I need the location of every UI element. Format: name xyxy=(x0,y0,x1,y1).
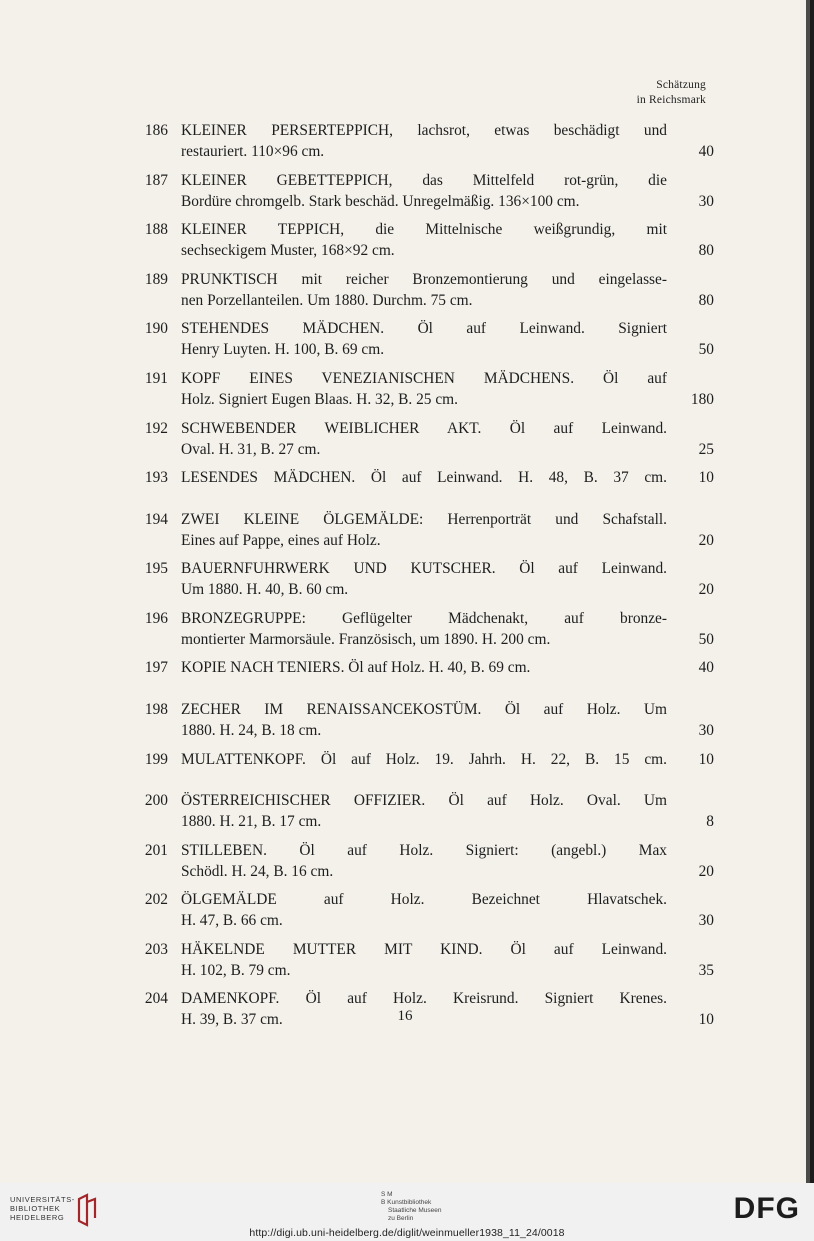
description-line2: Henry Luyten. H. 100, B. 69 cm. xyxy=(181,341,385,359)
smb-line4: zu Berlin xyxy=(388,1215,414,1222)
lot-estimate: 30 xyxy=(698,192,714,210)
lot-estimate: 50 xyxy=(698,341,714,359)
lot-number: 198 xyxy=(144,700,168,718)
ub-line3: HEIDELBERG xyxy=(10,1213,65,1222)
lot-estimate: 20 xyxy=(698,581,714,599)
lot-number: 189 xyxy=(144,270,168,288)
description-line2: Schödl. H. 24, B. 16 cm. xyxy=(181,862,334,880)
catalog-entry xyxy=(0,939,810,989)
lot-description xyxy=(181,790,667,832)
description-line2: sechseckigem Muster, 168×92 cm. xyxy=(181,242,395,260)
description-line1: KLEINER GEBETTEPPICH, das Mittelfeld rot-grün, die xyxy=(181,171,667,189)
catalog-entry xyxy=(0,219,810,269)
catalog-entry xyxy=(0,269,810,319)
lot-number: 194 xyxy=(144,510,168,528)
description-line1: ÖLGEMÄLDE auf Holz. Bezeichnet Hlavatschek. xyxy=(181,891,667,909)
lot-number: 188 xyxy=(144,221,168,239)
ub-heidelberg-logo[interactable] xyxy=(10,1195,75,1222)
price-header-line1: Schätzung xyxy=(656,79,706,91)
lot-estimate: 8 xyxy=(706,813,714,831)
lot-description xyxy=(181,509,667,551)
catalog-entry xyxy=(0,467,810,509)
smb-kunstbibliothek-logo[interactable] xyxy=(381,1191,441,1223)
ub-logo-text xyxy=(10,1195,75,1222)
lot-description xyxy=(181,219,667,261)
description-line1: ZWEI KLEINE ÖLGEMÄLDE: Herrenporträt und Schafstall. xyxy=(181,510,667,528)
description-line2: Holz. Signiert Eugen Blaas. H. 32, B. 25 cm. xyxy=(181,390,458,408)
lot-description xyxy=(181,657,667,678)
description-line2: H. 39, B. 37 cm. xyxy=(181,1011,283,1029)
description-line1: STILLEBEN. Öl auf Holz. Signiert: (angebl.) Max xyxy=(181,841,667,859)
catalog-entry xyxy=(0,558,810,608)
catalog-entries xyxy=(0,120,810,1038)
lot-number: 187 xyxy=(144,171,168,189)
price-column-header xyxy=(637,78,706,108)
catalog-entry xyxy=(0,170,810,220)
description-line1: LESENDES MÄDCHEN. Öl auf Leinwand. H. 48, B. 37 cm. xyxy=(181,469,667,487)
description-line1: KLEINER PERSERTEPPICH, lachsrot, etwas beschädigt und xyxy=(181,122,667,139)
catalog-entry xyxy=(0,657,810,699)
description-line1: STEHENDES MÄDCHEN. Öl auf Leinwand. Signiert xyxy=(181,320,667,338)
permalink-url[interactable]: http://digi.ub.uni-heidelberg.de/diglit/weinmueller1938_11_24/0018 xyxy=(249,1227,565,1239)
lot-estimate: 50 xyxy=(698,630,714,648)
catalog-entry xyxy=(0,418,810,468)
description-line2: nen Porzellanteilen. Um 1880. Durchm. 75 cm. xyxy=(181,291,473,309)
lot-number: 192 xyxy=(144,419,168,437)
description-line2: restauriert. 110×96 cm. xyxy=(181,143,325,160)
page-number: 16 xyxy=(397,1008,413,1024)
lot-number: 191 xyxy=(144,369,168,387)
ub-line2: BIBLIOTHEK xyxy=(10,1204,61,1213)
lot-description xyxy=(181,269,667,311)
description-line2: montierter Marmorsäule. Französisch, um 1890. H. 200 cm. xyxy=(181,630,551,648)
lot-description xyxy=(181,418,667,460)
lot-number: 190 xyxy=(144,320,168,338)
description-line1: ÖSTERREICHISCHER OFFIZIER. Öl auf Holz. Oval. Um xyxy=(181,792,667,810)
lot-estimate: 30 xyxy=(698,912,714,930)
lot-estimate: 20 xyxy=(698,531,714,549)
lot-description xyxy=(181,318,667,360)
lot-number: 197 xyxy=(144,659,168,677)
lot-estimate: 80 xyxy=(698,242,714,260)
lot-estimate: 10 xyxy=(698,469,714,487)
description-line1: HÄKELNDE MUTTER MIT KIND. Öl auf Leinwand. xyxy=(181,940,667,958)
lot-description xyxy=(181,939,667,981)
smb-line2: B Kunstbibliothek xyxy=(381,1199,432,1206)
lot-estimate: 10 xyxy=(698,750,714,768)
description-line1: BRONZEGRUPPE: Geflügelter Mädchenakt, auf bronze- xyxy=(181,609,667,627)
lot-description xyxy=(181,749,667,770)
description-line1: SCHWEBENDER WEIBLICHER AKT. Öl auf Leinwand. xyxy=(181,419,667,437)
lot-description xyxy=(181,120,667,162)
lot-description xyxy=(181,840,667,882)
lot-estimate: 25 xyxy=(698,440,714,458)
lot-estimate: 40 xyxy=(698,659,714,677)
viewer-footer xyxy=(0,1183,814,1241)
lot-estimate: 10 xyxy=(698,1011,714,1029)
description-line2: Um 1880. H. 40, B. 60 cm. xyxy=(181,581,349,599)
lot-estimate: 35 xyxy=(698,961,714,979)
catalog-entry xyxy=(0,840,810,890)
description-line1: KLEINER TEPPICH, die Mittelnische weißgrundig, mit xyxy=(181,221,667,239)
lot-number: 196 xyxy=(144,609,168,627)
description-line2: Bordüre chromgelb. Stark beschäd. Unregelmäßig. 136×100 cm. xyxy=(181,192,580,210)
dfg-logo[interactable]: DFG xyxy=(733,1192,800,1225)
lot-estimate: 80 xyxy=(698,291,714,309)
lot-description xyxy=(181,368,667,410)
lot-number: 193 xyxy=(144,469,168,487)
catalog-entry xyxy=(0,749,810,791)
lot-number: 203 xyxy=(144,940,168,958)
catalog-entry xyxy=(0,699,810,749)
catalog-entry xyxy=(0,368,810,418)
description-line1: KOPF EINES VENEZIANISCHEN MÄDCHENS. Öl auf xyxy=(181,369,667,387)
lot-description xyxy=(181,889,667,931)
lot-number: 201 xyxy=(144,841,168,859)
lot-estimate: 180 xyxy=(690,390,714,408)
description-line2: Eines auf Pappe, eines auf Holz. xyxy=(181,531,381,549)
ub-logo-icon xyxy=(73,1193,99,1227)
lot-estimate: 40 xyxy=(698,143,714,160)
lot-description xyxy=(181,699,667,741)
lot-number: 202 xyxy=(144,891,168,909)
smb-line3: Staatliche Museen xyxy=(388,1207,442,1214)
description-line1: KOPIE NACH TENIERS. Öl auf Holz. H. 40, B. 69 cm. xyxy=(181,659,531,677)
description-line2: 1880. H. 21, B. 17 cm. xyxy=(181,813,322,831)
ub-line1: UNIVERSITÄTS- xyxy=(10,1195,75,1204)
lot-number: 195 xyxy=(144,560,168,578)
lot-description xyxy=(181,467,667,488)
catalog-entry xyxy=(0,509,810,559)
catalog-entry xyxy=(0,608,810,658)
lot-description xyxy=(181,170,667,212)
lot-estimate: 30 xyxy=(698,721,714,739)
description-line2: H. 102, B. 79 cm. xyxy=(181,961,291,979)
description-line1: ZECHER IM RENAISSANCEKOSTÜM. Öl auf Holz. Um xyxy=(181,700,667,718)
smb-line1: S M xyxy=(381,1191,393,1198)
lot-number: 200 xyxy=(144,792,168,810)
description-line1: DAMENKOPF. Öl auf Holz. Kreisrund. Signiert Krenes. xyxy=(181,990,667,1008)
description-line1: MULATTENKOPF. Öl auf Holz. 19. Jahrh. H. 22, B. 15 cm. xyxy=(181,750,667,768)
description-line1: BAUERNFUHRWERK UND KUTSCHER. Öl auf Leinwand. xyxy=(181,560,667,578)
lot-estimate: 20 xyxy=(698,862,714,880)
catalog-entry xyxy=(0,889,810,939)
catalog-entry xyxy=(0,120,810,170)
price-header-line2: in Reichsmark xyxy=(636,94,706,106)
lot-number: 204 xyxy=(144,990,168,1008)
description-line1: PRUNKTISCH mit reicher Bronzemontierung und eingelasse- xyxy=(181,270,667,288)
lot-number: 199 xyxy=(144,750,168,768)
lot-description xyxy=(181,608,667,650)
description-line2: H. 47, B. 66 cm. xyxy=(181,912,283,930)
description-line2: Oval. H. 31, B. 27 cm. xyxy=(181,440,321,458)
lot-description xyxy=(181,558,667,600)
catalog-entry xyxy=(0,790,810,840)
lot-number: 186 xyxy=(144,122,168,139)
catalog-entry xyxy=(0,318,810,368)
description-line2: 1880. H. 24, B. 18 cm. xyxy=(181,721,322,739)
